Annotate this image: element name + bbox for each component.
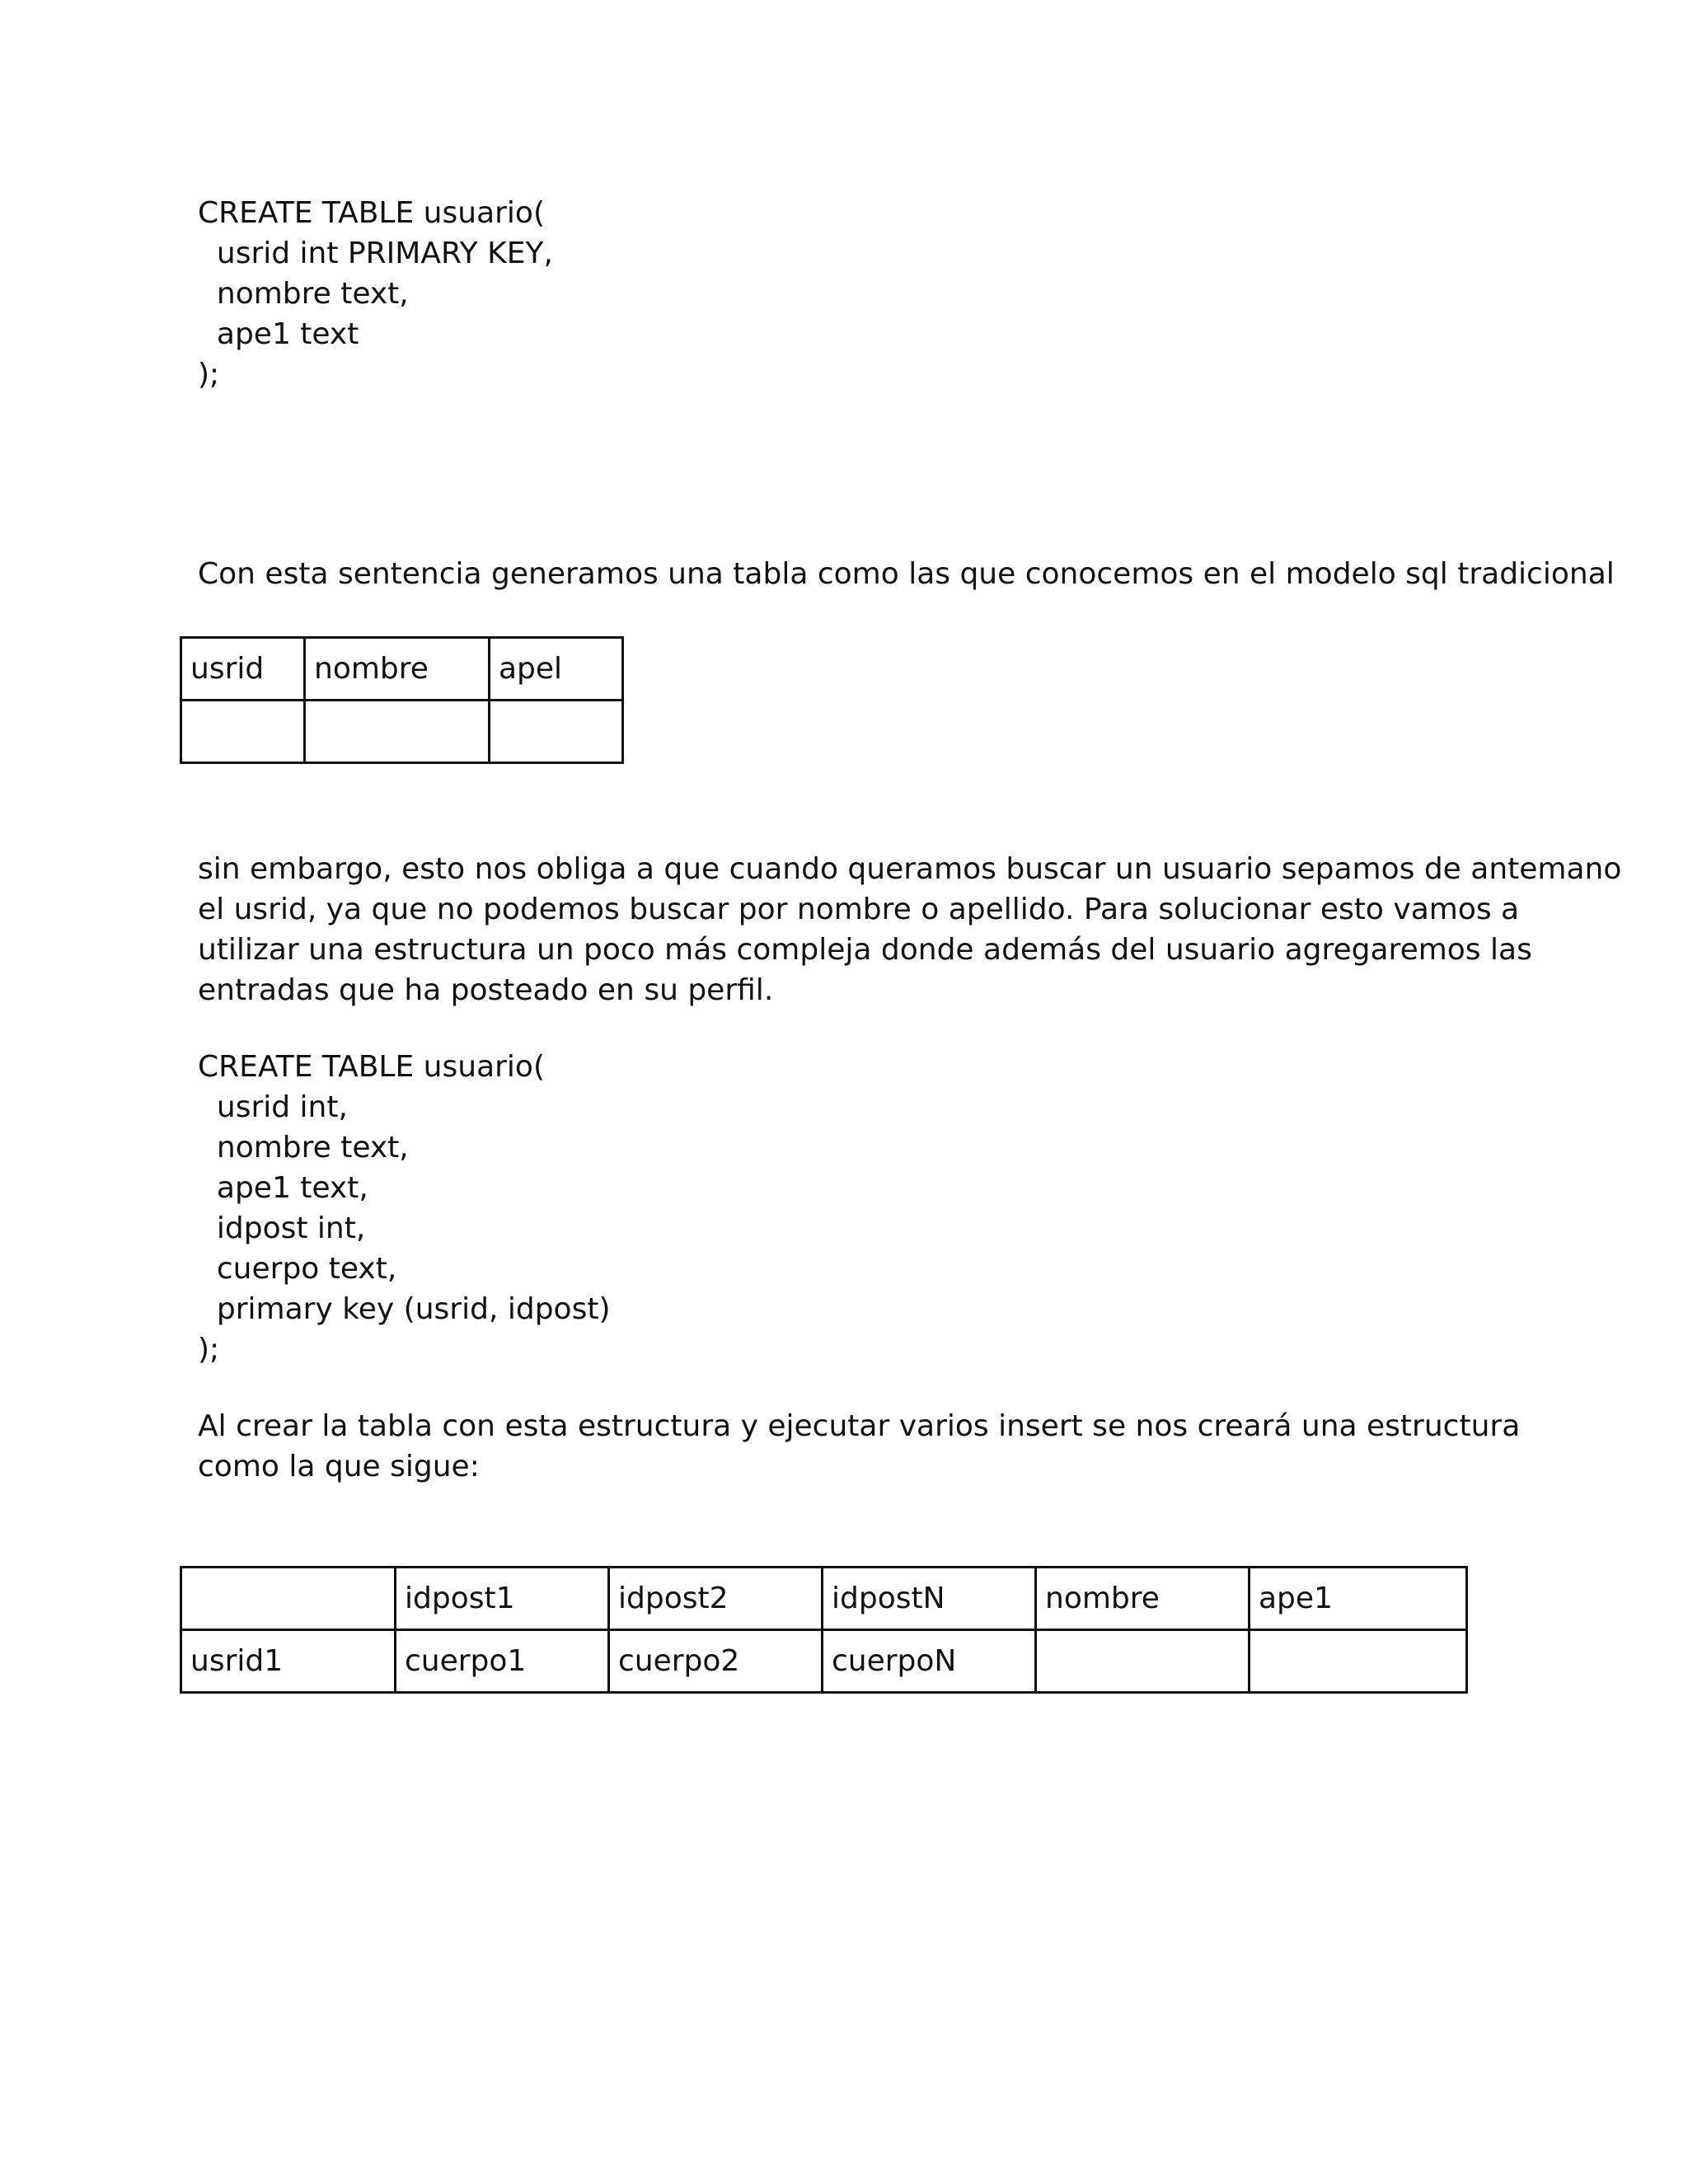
paragraph-line: el usrid, ya que no podemos buscar por nombre o apellido. Para solucionar esto vamos a	[198, 893, 1520, 926]
paragraph-line: Con esta sentencia generamos una tabla como las que conocemos en el modelo sql tradicional	[198, 557, 1615, 591]
code-line: idpost int,	[198, 1212, 366, 1245]
table-row	[181, 1568, 1467, 1630]
table-cell: cuerpo2	[609, 1630, 823, 1693]
table-header-cell: ape1	[1250, 1568, 1467, 1630]
code-line: nombre text,	[198, 277, 409, 311]
table-cell	[1250, 1630, 1467, 1693]
code-line: );	[198, 358, 220, 391]
table-header-cell: nombre	[305, 638, 490, 701]
table-row	[181, 701, 623, 763]
paragraph-line: como la que sigue:	[198, 1450, 480, 1483]
wide-row-structure-table	[180, 1566, 1468, 1694]
code-block-create-table-2	[198, 1047, 610, 1370]
code-line: );	[198, 1333, 220, 1366]
traditional-sql-table	[180, 636, 624, 764]
table-cell	[490, 701, 623, 763]
table-header-cell: idpost2	[609, 1568, 823, 1630]
paragraph-line: entradas que ha posteado en su perfil.	[198, 973, 774, 1007]
table-header-cell: idpostN	[823, 1568, 1036, 1630]
table-header-cell: usrid	[181, 638, 305, 701]
table-header-cell	[181, 1568, 396, 1630]
paragraph-line: sin embargo, esto nos obliga a que cuando queramos buscar un usuario sepamos de antemano	[198, 852, 1622, 886]
code-line: CREATE TABLE usuario(	[198, 196, 545, 230]
paragraph-line: utilizar una estructura un poco más compleja donde además del usuario agregaremos las	[198, 933, 1532, 967]
code-line: nombre text,	[198, 1131, 409, 1165]
code-line: usrid int PRIMARY KEY,	[198, 237, 553, 270]
table-header-cell: nombre	[1036, 1568, 1250, 1630]
paragraph-explanation	[198, 849, 1622, 1010]
code-line: usrid int,	[198, 1090, 348, 1124]
code-line: primary key (usrid, idpost)	[198, 1292, 611, 1326]
table-header-cell: idpost1	[396, 1568, 609, 1630]
table-cell	[305, 701, 490, 763]
table-cell: cuerpoN	[823, 1630, 1036, 1693]
code-line: CREATE TABLE usuario(	[198, 1050, 545, 1084]
table-header-cell: apel	[490, 638, 623, 701]
table-cell	[1036, 1630, 1250, 1693]
table-row	[181, 638, 623, 701]
paragraph-intro-table	[198, 554, 1615, 594]
code-block-create-table-1	[198, 193, 553, 395]
paragraph-line: Al crear la tabla con esta estructura y ejecutar varios insert se nos creará una estructura	[198, 1409, 1521, 1443]
table-row	[181, 1630, 1467, 1693]
code-line: ape1 text,	[198, 1171, 368, 1205]
code-line: ape1 text	[198, 317, 359, 351]
table-cell: usrid1	[181, 1630, 396, 1693]
table-cell	[181, 701, 305, 763]
code-line: cuerpo text,	[198, 1252, 397, 1286]
paragraph-structure-result	[198, 1406, 1521, 1487]
table-cell: cuerpo1	[396, 1630, 609, 1693]
